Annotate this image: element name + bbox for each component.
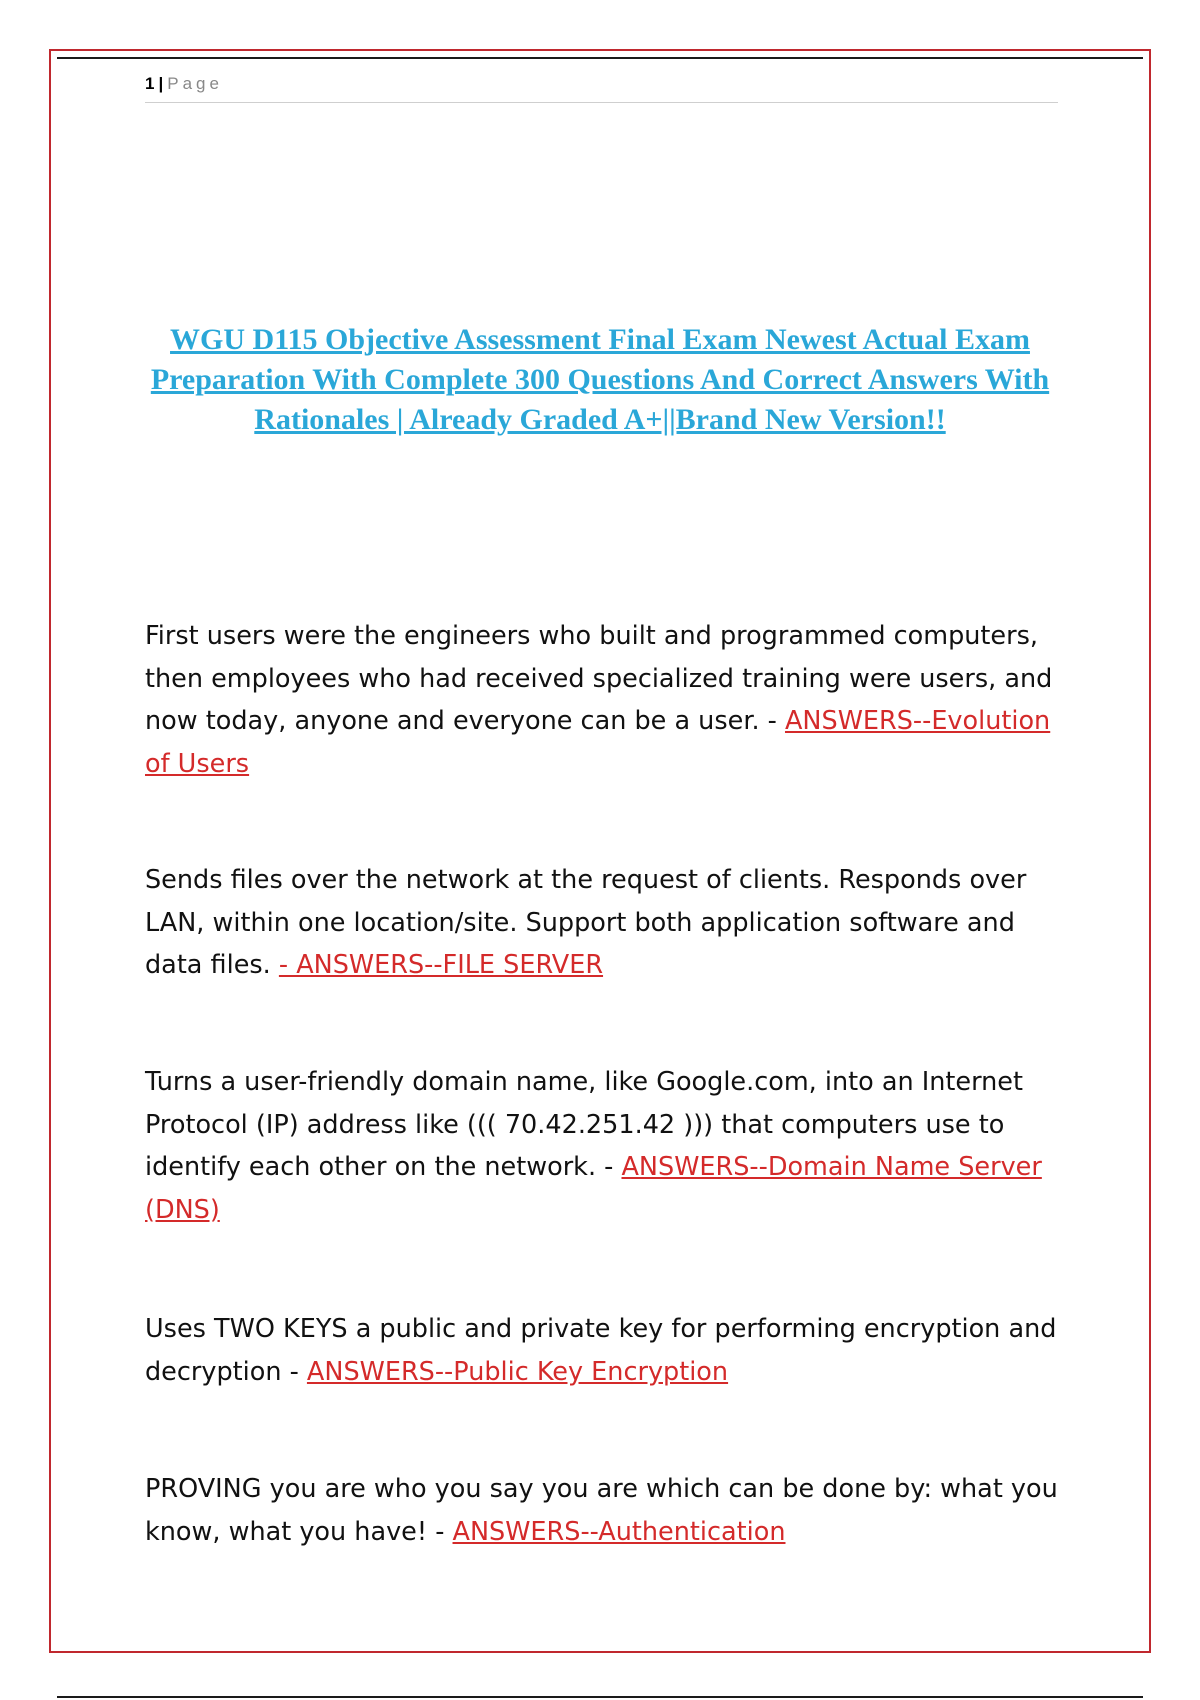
qa-entry bbox=[145, 1061, 1070, 1231]
question-text: Turns a user-friendly domain name, like Google.com, into an Internet Protocol (IP) address like ((( 70.42.251.42 ))) that computers use to identify each other on the network. - bbox=[145, 1067, 1023, 1182]
question-text: First users were the engineers who built and programmed computers, then employees who had received specialized training were users, and now today, anyone and everyone can be a user. - bbox=[145, 621, 1053, 736]
answer-link[interactable]: ANSWERS--Domain Name Server (DNS) bbox=[145, 1152, 1042, 1225]
bottom-rule bbox=[57, 1696, 1143, 1698]
document-title[interactable]: WGU D115 Objective Assessment Final Exam Newest Actual Exam Preparation With Complete 300 Questions And Correct Answers With Rationales | Already Graded A+||Brand New Version!! bbox=[150, 323, 1050, 436]
qa-entry bbox=[145, 859, 1070, 987]
page-border bbox=[49, 49, 1151, 1653]
answer-link[interactable]: ANSWERS--Public Key Encryption bbox=[306, 1356, 729, 1387]
question-text: Uses TWO KEYS a public and private key for performing encryption and decryption - bbox=[145, 1314, 1057, 1387]
page-separator: | bbox=[158, 74, 164, 93]
page-header bbox=[145, 72, 1058, 103]
qa-entry bbox=[145, 615, 1070, 785]
page-number: 1 bbox=[145, 74, 155, 93]
page-label: Page bbox=[167, 74, 223, 93]
qa-entry bbox=[145, 1308, 1070, 1393]
qa-entry bbox=[145, 1468, 1070, 1553]
question-text: Sends files over the network at the request of clients. Responds over LAN, within one location/site. Support both application software and data files. bbox=[145, 865, 1027, 980]
answer-link[interactable]: ANSWERS--Authentication bbox=[452, 1516, 786, 1547]
answer-link[interactable]: ANSWERS--Evolution of Users bbox=[145, 706, 1051, 779]
top-rule bbox=[57, 57, 1143, 59]
question-text: PROVING you are who you say you are which can be done by: what you know, what you have! - bbox=[145, 1474, 1058, 1547]
answer-link[interactable]: - ANSWERS--FILE SERVER bbox=[278, 950, 604, 980]
